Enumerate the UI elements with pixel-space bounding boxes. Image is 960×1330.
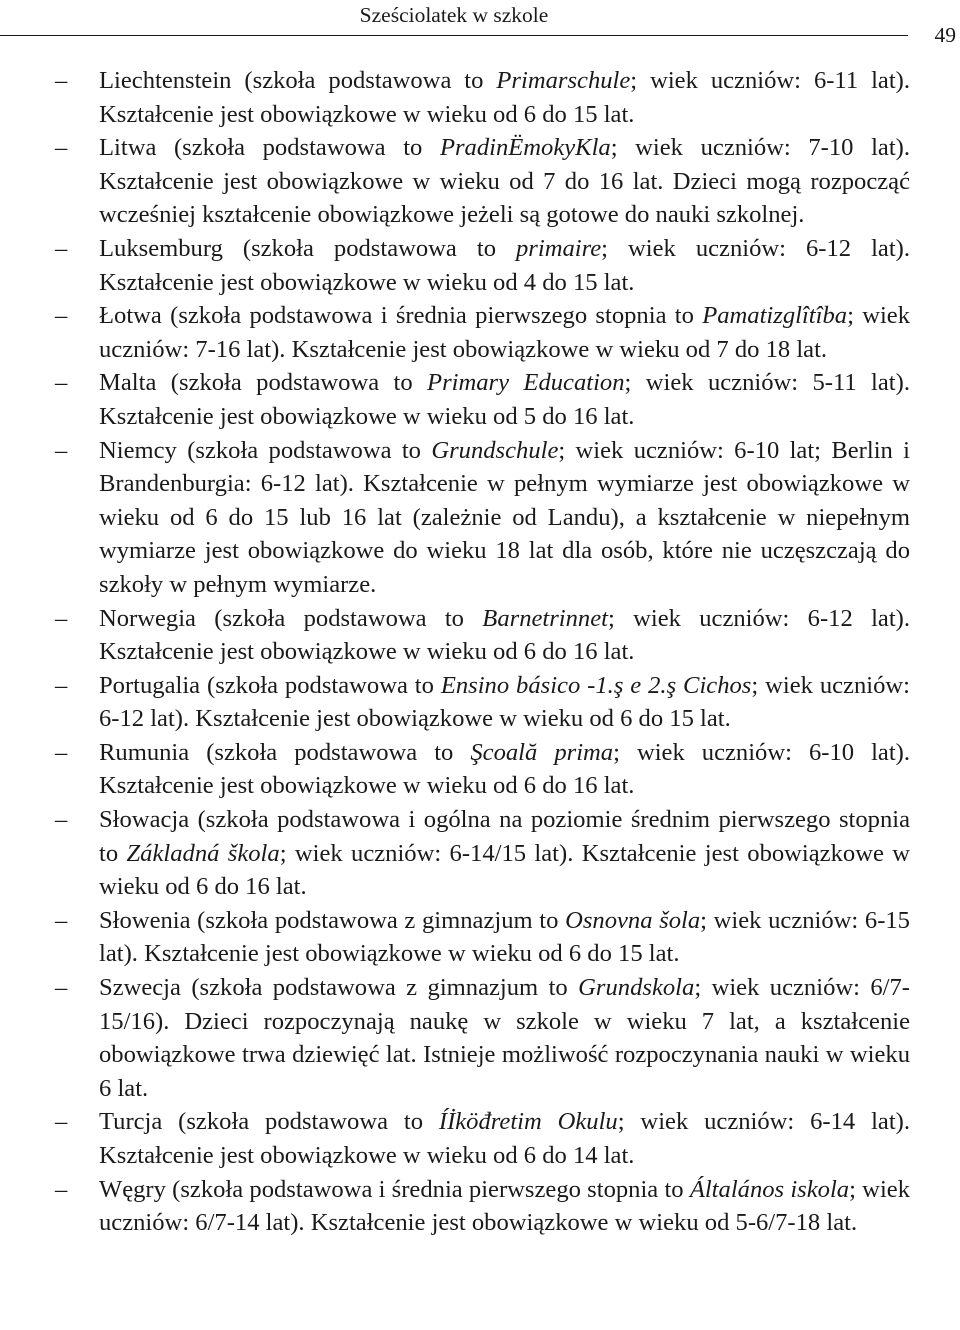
school-term: PradinËmokyKla [439, 134, 611, 162]
entry-text: Norwegia (szkoła podstawowa to [99, 604, 483, 632]
entry-text: Turcja (szkoła podstawowa to [99, 1108, 439, 1136]
entry-text: Łotwa (szkoła podstawowa i średnia pierwszego stopnia to [99, 302, 703, 330]
list-item-litwa [0, 131, 910, 232]
entry-text: ; wiek uczniów: 6-10 lat; Berlin i Brandenburgia: 6-12 lat). Kształcenie w pełnym wymiarze jest obowiązkowe w wieku od 6 do 15 lub 16 lat (zależnie od Landu), a kształcenie w niepełnym wymiarze jest obowiązkowe do wieku 18 lat dla osób, które nie uczęszczają do szkoły w pełnym wymiarze. [99, 436, 910, 598]
list-dash: – [55, 67, 68, 94]
school-term: Osnovna šola [565, 906, 701, 934]
entry-text: Słowacja (szkoła podstawowa i ogólna na poziomie średnim pierwszego stopnia to [99, 806, 910, 867]
school-term: Grundskola [578, 974, 695, 1002]
entry-text: Portugalia (szkoła podstawowa to [99, 671, 441, 699]
school-term: Základná škola [126, 839, 280, 867]
list-dash: – [55, 234, 68, 262]
list-dash: – [55, 671, 68, 699]
entry-text: ; wiek uczniów: 6-14/15 lat). Kształcenie jest obowiązkowe w wieku od 6 do 16 lat. [99, 839, 910, 901]
entry-text: ; wiek uczniów: 7-16 lat). Kształcenie jest obowiązkowe w wieku od 7 do 18 lat. [99, 302, 911, 363]
school-term: primaire [516, 234, 602, 262]
entry-text: Szwecja (szkoła podstawowa z gimnazjum to [99, 974, 579, 1002]
list-item-slowenia [0, 904, 910, 971]
entry-text: Malta (szkoła podstawowa to [99, 369, 428, 397]
list-item-liechtenstein [0, 64, 910, 131]
school-term: Íİköđretim Okulu [438, 1108, 618, 1136]
entry-text: ; wiek uczniów: 6-15 lat). Kształcenie jest obowiązkowe w wieku od 6 do 15 lat. [99, 906, 910, 968]
list-dash: – [55, 1175, 68, 1203]
school-term: Általános iskola [689, 1175, 850, 1203]
running-header [0, 0, 960, 47]
list-dash: – [55, 906, 68, 934]
list-item-portugalia [0, 669, 910, 736]
entry-text: ; wiek uczniów: 7-10 lat). Kształcenie jest obowiązkowe w wieku od 7 do 16 lat. Dzieci mogą rozpocząć wcześniej kształcenie obowiązkowe jeżeli są gotowe do nauki szkolnej. [99, 134, 910, 229]
list-item-szwecja [0, 971, 910, 1105]
entry-text: ; wiek uczniów: 6/7-14 lat). Kształcenie jest obowiązkowe w wieku od 5-6/7-18 lat. [99, 1175, 910, 1237]
entry-text: ; wiek uczniów: 6-12 lat). Kształcenie jest obowiązkowe w wieku od 6 do 15 lat. [99, 671, 910, 733]
list-dash: – [55, 806, 68, 834]
list-item-norwegia [0, 602, 910, 669]
school-term: Primarschule [496, 67, 631, 94]
entry-text: ; wiek uczniów: 6-11 lat). Kształcenie jest obowiązkowe w wieku od 6 do 15 lat. [99, 67, 910, 128]
entry-text: Luksemburg (szkoła podstawowa to [99, 234, 516, 262]
country-list [0, 64, 960, 1240]
entry-text: ; wiek uczniów: 6-10 lat). Kształcenie jest obowiązkowe w wieku od 6 do 16 lat. [99, 738, 910, 800]
entry-text: Liechtenstein (szkoła podstawowa to [99, 67, 497, 94]
list-item-lotwa [0, 299, 910, 366]
page-number: 49 [934, 23, 956, 47]
entry-text: ; wiek uczniów: 6-14 lat). Kształcenie jest obowiązkowe w wieku od 6 do 14 lat. [99, 1108, 910, 1169]
list-dash: – [55, 1108, 68, 1136]
entry-text: Litwa (szkoła podstawowa to [99, 134, 440, 162]
school-term: Grundschule [431, 436, 559, 464]
list-item-slowacja [0, 803, 910, 904]
list-dash: – [55, 738, 68, 766]
list-dash: – [55, 436, 68, 464]
school-term: Barnetrinnet [482, 604, 608, 632]
list-item-wegry [0, 1173, 910, 1240]
entry-text: Niemcy (szkoła podstawowa to [99, 436, 432, 464]
school-term: Şcoală prima [470, 738, 614, 766]
list-dash: – [55, 302, 68, 330]
list-item-malta [0, 366, 910, 433]
entry-text: ; wiek uczniów: 5-11 lat). Kształcenie jest obowiązkowe w wieku od 5 do 16 lat. [99, 369, 910, 430]
list-dash: – [55, 974, 68, 1002]
entry-text: ; wiek uczniów: 6-12 lat). Kształcenie jest obowiązkowe w wieku od 4 do 15 lat. [99, 234, 910, 296]
list-dash: – [55, 369, 68, 397]
list-item-rumunia [0, 736, 910, 803]
entry-text: ; wiek uczniów: 6-12 lat). Kształcenie jest obowiązkowe w wieku od 6 do 16 lat. [99, 604, 910, 666]
list-item-luksemburg [0, 232, 910, 299]
school-term: Primary Education [427, 369, 625, 397]
list-dash: – [55, 134, 68, 162]
entry-text: ; wiek uczniów: 6/7-15/16). Dzieci rozpoczynają naukę w szkole w wieku 7 lat, a kształcenie obowiązkowe trwa dziewięć lat. Istnieje możliwość rozpoczynania nauki w wieku 6 lat. [99, 974, 911, 1102]
entry-text: Słowenia (szkoła podstawowa z gimnazjum to [99, 906, 566, 934]
list-dash: – [55, 604, 68, 632]
school-term: Ensino básico -1.ş e 2.ş Cichos [440, 671, 752, 699]
list-item-turcja [0, 1105, 910, 1172]
school-term: Pamatizglîtîba [702, 302, 848, 330]
list-item-niemcy [0, 434, 910, 602]
running-title: Sześciolatek w szkole [359, 3, 549, 27]
header-rule [0, 35, 908, 36]
entry-text: Rumunia (szkoła podstawowa to [99, 738, 471, 766]
entry-text: Węgry (szkoła podstawowa i średnia pierwszego stopnia to [99, 1175, 690, 1203]
